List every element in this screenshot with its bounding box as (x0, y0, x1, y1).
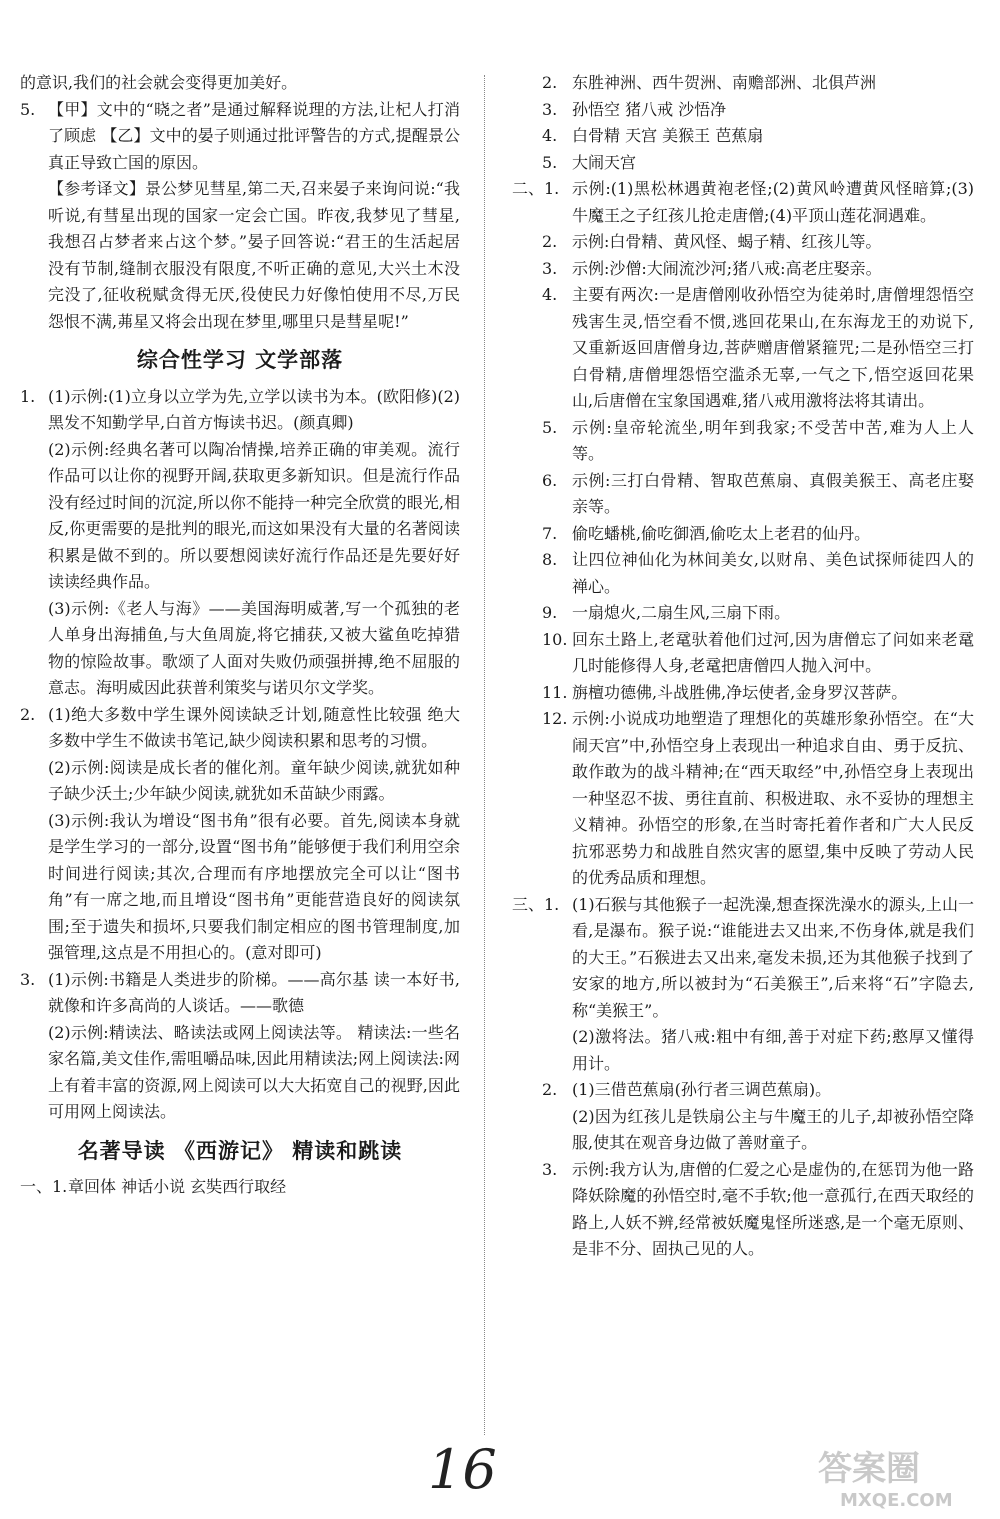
section-heading: 名著导读 《西游记》 精读和跳读 (77, 1138, 403, 1163)
item-number: 4. (542, 126, 558, 145)
answer-item (512, 123, 974, 150)
answer-item (512, 282, 974, 415)
item-number: 3. (542, 99, 558, 119)
answer-item (512, 1157, 974, 1263)
sub-answer: (2)示例:经典名著可以陶冶情操,培养正确的审美观。流行作品可以让你的视野开阔,获取更多新知识。但是流行作品没有经过时间的沉淀,所以你不能持一种完全欣赏的眼光,相反,你更需要的是批判的眼光,而这如果没有大量的名著阅读积累是做不到的。所以要想阅读好流行作品还是先要好好读读经典作品。 (48, 439, 460, 591)
item-text: (1)石猴与其他猴子一起洗澡,想查探洗澡水的源头,上山一看,是瀑布。猴子说:“谁能进去又出来,不伤身体,就是我们的大王。”石猴进去又出来,毫发未损,还为其他猴子找到了安家的地方,所以被封为“石美猴王”,后来将“石”字隐去,称“美猴王”。 (572, 894, 974, 1020)
answer-item (512, 627, 974, 680)
item-number: 一、1. (20, 1177, 68, 1196)
answer-item (512, 547, 974, 600)
item-text: 让四位神仙化为林间美女,以财帛、美色试探师徒四人的禅心。 (572, 550, 974, 596)
column-divider (484, 75, 485, 1435)
answer-item (512, 600, 974, 627)
answer-item (512, 97, 974, 124)
item-text: 示例:皇帝轮流坐,明年到我家;不受苦中苦,难为人上人等。 (572, 417, 974, 463)
item-text: 示例:三打白骨精、智取芭蕉扇、真假美猴王、高老庄娶亲等。 (572, 470, 974, 516)
item-text: 旃檀功德佛,斗战胜佛,净坛使者,金身罗汉菩萨。 (572, 682, 908, 702)
right-column (512, 70, 974, 1263)
answer-item (512, 892, 974, 1025)
page-number: 16 (428, 1438, 497, 1501)
item-text: 示例:我方认为,唐僧的仁爱之心是虚伪的,在惩罚为他一路降妖除魔的孙悟空时,毫不手软;他一意孤行,在西天取经的路上,人妖不辨,经常被妖魔鬼怪所迷惑,是一个毫无原则、是非不分、固执己见的人。 (572, 1159, 974, 1258)
item-text: (1)三借芭蕉扇(孙行者三调芭蕉扇)。 (572, 1080, 832, 1099)
answer-item (512, 415, 974, 468)
answer-item (512, 706, 974, 892)
item-number: 三、1. (512, 894, 560, 914)
answer-item (512, 468, 974, 521)
item-number: 5. (542, 417, 558, 437)
item-text: 示例:(1)黑松林遇黄袍老怪;(2)黄风岭遭黄风怪暗算;(3)牛魔王之子红孩儿抢走唐僧;(4)平顶山莲花洞遇难。 (572, 179, 974, 225)
section-heading: 综合性学习 文学部落 (136, 348, 344, 372)
item-number: 11. (542, 682, 568, 702)
item-number: 8. (542, 550, 558, 569)
item-text: 回东土路上,老鼋驮着他们过河,因为唐僧忘了问如来老鼋几时能修得人身,老鼋把唐僧四人抛入河中。 (572, 629, 974, 675)
sub-answer: (3)示例:《老人与海》——美国海明威著,写一个孤独的老人单身出海捕鱼,与大鱼周旋,将它捕获,又被大鲨鱼吃掉猎物的惊险故事。歌颂了人面对失败仍顽强拼搏,绝不屈服的意志。海明威因此获普利策奖与诺贝尔文学奖。 (48, 598, 460, 697)
item-text: (1)示例:(1)立身以立学为先,立学以读书为本。(欧阳修)(2)黑发不知勤学早,白首方悔读书迟。(颜真卿) (48, 386, 460, 432)
item-number: 6. (542, 470, 558, 490)
item-text: (1)绝大多数中学生课外阅读缺乏计划,随意性比较强 绝大多数中学生不做读书笔记,缺少阅读积累和思考的习惯。 (48, 704, 460, 750)
item-number: 二、1. (512, 179, 560, 198)
item-number: 2. (20, 704, 36, 724)
sub-answer: (2)激将法。猪八戒:粗中有细,善于对症下药;憨厚又懂得用计。 (572, 1027, 974, 1073)
item-text: (1)示例:书籍是人类进步的阶梯。——高尔基 读一本好书,就像和许多高尚的人谈话。——歌德 (48, 969, 460, 1015)
item-text: 孙悟空 猪八戒 沙悟净 (572, 99, 727, 119)
answer-item (512, 229, 974, 256)
item-text: 偷吃蟠桃,偷吃御酒,偷吃太上老君的仙丹。 (572, 523, 871, 543)
answer-item (512, 70, 974, 97)
item-number: 10. (542, 629, 568, 649)
item-number: 12. (542, 709, 568, 728)
item-text: 示例:小说成功地塑造了理想化的英雄形象孙悟空。在“大闹天宫”中,孙悟空身上表现出一种追求自由、勇于反抗、敢作敢为的战斗精神;在“西天取经”中,孙悟空身上表现出一种坚忍不拔、勇往直前、积极进取、永不妥协的理想主义精神。孙悟空的形象,在当时寄托着作者和广大人民反抗邪恶势力和战胜自然灾害的愿望,集中反映了劳动人民的优秀品质和理想。 (572, 709, 974, 887)
sub-answer: (3)示例:我认为增设“图书角”很有必要。首先,阅读本身就是学生学习的一部分,设置“图书角”能够便于我们利用空余时间进行阅读;其次,合理而有序地摆放完全可以让“图书角”有一席之地,而且增设“图书角”更能营造良好的阅读氛围;至于遗失和损坏,只要我们制定相应的图书管理制度,加强管理,这点是不用担心的。(意对即可) (48, 810, 460, 962)
answer-item (512, 256, 974, 283)
answer-item (512, 521, 974, 548)
item-number: 2. (542, 1080, 558, 1099)
left-column (20, 70, 460, 1201)
item-text: 示例:白骨精、黄风怪、蝎子精、红孩儿等。 (572, 232, 882, 251)
item-number: 5. (542, 152, 558, 172)
item-text: 白骨精 天宫 美猴王 芭蕉扇 (572, 126, 764, 145)
item-text: 章回体 神话小说 玄奘西行取经 (68, 1177, 287, 1196)
answer-item-1 (20, 384, 460, 437)
sub-answer: (2)示例:精读法、略读法或网上阅读法等。 精读法:一些名家名篇,美文佳作,需咀嚼品味,因此用精读法;网上阅读法:网上有着丰富的资源,网上阅读可以大大拓宽自己的视野,因此可用网上阅读法。 (48, 1022, 460, 1121)
answer-item-3 (20, 967, 460, 1020)
item-number: 3. (542, 1159, 558, 1179)
sub-answer: (2)因为红孩儿是铁扇公主与牛魔王的儿子,却被孙悟空降服,使其在观音身边做了善财童子。 (572, 1106, 974, 1152)
item-text: 东胜神洲、西牛贺洲、南赡部洲、北俱芦洲 (572, 73, 877, 92)
answer-item-part1-1 (20, 1174, 460, 1201)
item-number: 2. (542, 232, 558, 251)
watermark-logo (810, 1440, 990, 1512)
answer-item-5 (20, 97, 460, 177)
item-number: 1. (20, 386, 36, 406)
item-text: 大闹天宫 (572, 152, 637, 172)
item-number: 4. (542, 285, 558, 304)
watermark-url: MXQE.COM (840, 1490, 953, 1511)
answer-item (512, 150, 974, 177)
item-number: 2. (542, 73, 558, 92)
answer-item (512, 680, 974, 707)
item-number: 3. (20, 969, 36, 989)
item-text: 主要有两次:一是唐僧刚收孙悟空为徒弟时,唐僧埋怨悟空残害生灵,悟空看不惯,逃回花果山,在东海龙王的劝说下,又重新返回唐僧身边,菩萨赠唐僧紧箍咒;二是孙悟空三打白骨精,唐僧埋怨悟空滥杀无辜,一气之下,悟空返回花果山,后唐僧在宝象国遇难,猪八戒用激将法将其请出。 (572, 285, 974, 410)
item-number: 3. (542, 258, 558, 278)
item-number: 5. (20, 99, 36, 119)
reference-translation: 【参考译文】景公梦见彗星,第二天,召来晏子来询问说:“我听说,有彗星出现的国家一定会亡国。昨夜,我梦见了彗星,我想召占梦者来占这个梦。”晏子回答说:“君王的生活起居没有节制,缝制衣服没有限度,不听正确的意见,大兴土木没完没了,征收税赋贪得无厌,役使民力好像怕使用不尽,万民怨恨不满,茀星又将会出现在梦里,哪里只是彗星呢!” (48, 179, 460, 331)
answer-item (512, 1077, 974, 1104)
sub-answer: (2)示例:阅读是成长者的催化剂。童年缺少阅读,就犹如种子缺少沃土;少年缺少阅读,就犹如禾苗缺少雨露。 (48, 757, 460, 803)
answer-item (512, 176, 974, 229)
item-text: 一扇熄火,二扇生风,三扇下雨。 (572, 603, 791, 622)
item-number: 9. (542, 603, 558, 622)
item-number: 7. (542, 523, 558, 543)
item-text: 示例:沙僧:大闹流沙河;猪八戒:高老庄娶亲。 (572, 258, 882, 278)
item-text: 【甲】文中的“晓之者”是通过解释说理的方法,让杞人打消了顾虑 【乙】文中的晏子则通过批评警告的方式,提醒景公真正导致亡国的原因。 (48, 99, 460, 172)
watermark-chars: 答案圈 (818, 1449, 920, 1489)
answer-item-2 (20, 702, 460, 755)
paragraph: 的意识,我们的社会就会变得更加美好。 (20, 73, 298, 92)
